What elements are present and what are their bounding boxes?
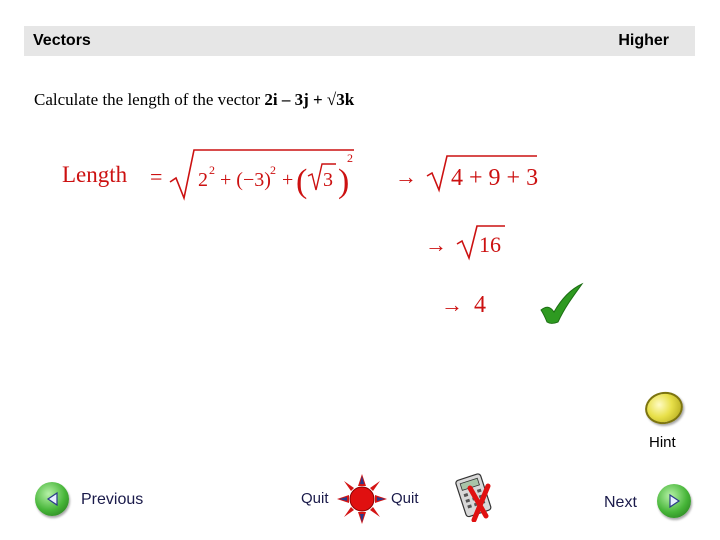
arrow-right-icon	[657, 484, 691, 518]
next-button[interactable]	[657, 484, 691, 518]
quit-label-left[interactable]: Quit	[301, 490, 329, 507]
topic-title: Vectors	[33, 32, 91, 49]
svg-text:4 + 9 + 3: 4 + 9 + 3	[451, 165, 539, 191]
svg-text:→: →	[425, 232, 447, 257]
arrow-left-icon	[35, 482, 69, 516]
working-step-4	[441, 286, 501, 320]
working-step-2	[395, 152, 545, 194]
working-step-3	[425, 222, 515, 262]
check-mark-icon	[538, 282, 584, 326]
svg-text:(: (	[296, 163, 308, 200]
equals-sign: =	[150, 164, 163, 189]
quit-label-right[interactable]: Quit	[391, 490, 419, 507]
hint-label[interactable]: Hint	[649, 434, 676, 451]
hint-button[interactable]	[642, 388, 686, 427]
previous-label[interactable]: Previous	[81, 491, 144, 508]
svg-text:2: 2	[270, 163, 276, 177]
previous-button[interactable]	[35, 482, 69, 516]
svg-text:): )	[338, 163, 350, 200]
svg-text:3: 3	[323, 169, 333, 191]
svg-text:2: 2	[198, 169, 208, 191]
stop-sign-icon[interactable]	[337, 474, 387, 524]
svg-text:+ (−3): + (−3)	[220, 169, 271, 191]
question-prefix: Calculate the length of the vector	[34, 90, 265, 109]
svg-text:2: 2	[347, 151, 353, 165]
svg-text:2: 2	[209, 163, 215, 177]
svg-text:→: →	[441, 292, 463, 317]
level-label: Higher	[618, 32, 669, 49]
question-vector: 2i – 3j + √3k	[264, 90, 355, 109]
length-label: Length	[62, 162, 128, 187]
calculator-disabled-icon	[452, 470, 502, 522]
svg-text:→: →	[395, 164, 417, 189]
question-text	[34, 90, 354, 110]
working-step-1	[166, 146, 356, 202]
svg-text:4: 4	[474, 292, 486, 318]
svg-text:+: +	[282, 169, 294, 191]
next-label[interactable]: Next	[604, 494, 637, 511]
svg-text:16: 16	[479, 232, 501, 257]
title-bar	[24, 26, 695, 56]
